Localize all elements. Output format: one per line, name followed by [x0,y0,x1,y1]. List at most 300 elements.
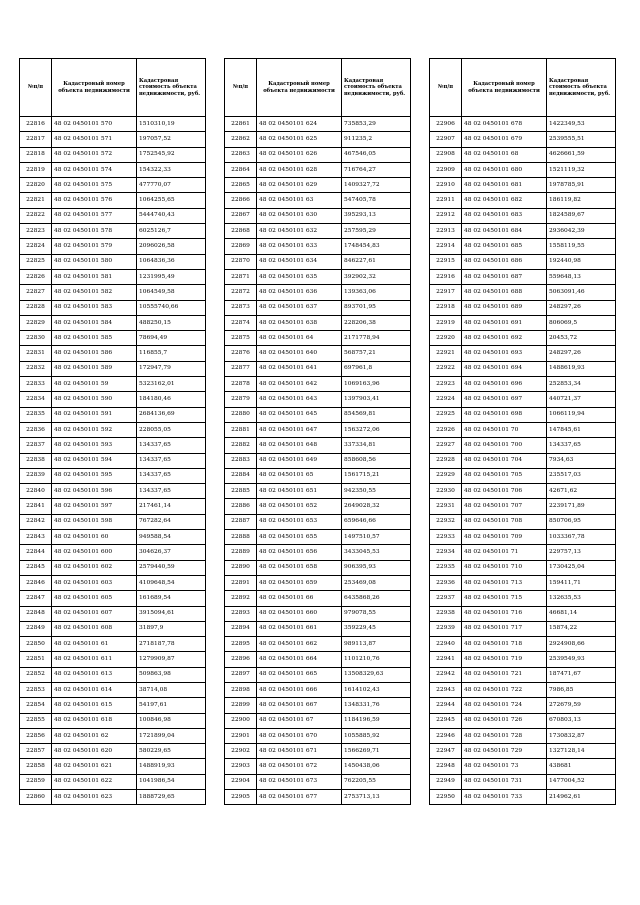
row-number: 22833 [20,377,52,392]
cadastral-number: 48 02 0450101 593 [52,438,137,453]
table-row [225,132,411,147]
row-number: 22868 [225,224,257,239]
row-number: 22919 [430,315,462,330]
cadastral-number: 48 02 0450101 704 [462,453,547,468]
cadastral-number: 48 02 0450101 636 [257,285,342,300]
cadastral-number: 48 02 0450101 691 [462,315,547,330]
row-number: 22834 [20,392,52,407]
table-row [225,117,411,132]
row-number: 22886 [225,499,257,514]
table-row [430,759,616,774]
cadastral-number: 48 02 0450101 596 [52,484,137,499]
table-row [20,499,206,514]
row-number: 22948 [430,759,462,774]
header-cadastral-value: Кадастровая стоимость объекта недвижимости, руб. [547,59,616,117]
cadastral-value: 229757,13 [547,545,616,560]
cadastral-number: 48 02 0450101 685 [462,239,547,254]
table-row [225,346,411,361]
cadastral-number: 48 02 0450101 620 [52,744,137,759]
cadastral-value: 1327128,14 [547,744,616,759]
cadastral-number: 48 02 0450101 689 [462,300,547,315]
table-row [430,606,616,621]
table-row [20,377,206,392]
cadastral-value: 159411,71 [547,575,616,590]
row-number: 22876 [225,346,257,361]
row-number: 22862 [225,132,257,147]
cadastral-number: 48 02 0450101 733 [462,790,547,805]
cadastral-value: 20453,72 [547,331,616,346]
row-number: 22929 [430,468,462,483]
cadastral-value: 488250,15 [137,315,206,330]
row-number: 22890 [225,560,257,575]
row-number: 22838 [20,453,52,468]
table-row [430,468,616,483]
cadastral-value: 1409327,72 [342,178,411,193]
cadastral-value: 134337,65 [137,453,206,468]
table-row [430,239,616,254]
table-row [430,377,616,392]
cadastral-number: 48 02 0450101 731 [462,774,547,789]
table-row [430,254,616,269]
row-number: 22891 [225,575,257,590]
cadastral-value: 670803,13 [547,713,616,728]
row-number: 22855 [20,713,52,728]
cadastral-number: 48 02 0450101 692 [462,331,547,346]
table-row [225,682,411,697]
cadastral-number: 48 02 0450101 628 [257,162,342,177]
row-number: 22872 [225,285,257,300]
row-number: 22824 [20,239,52,254]
cadastral-value: 1558119,55 [547,239,616,254]
table-row [225,407,411,422]
row-number: 22947 [430,744,462,759]
cadastral-number: 48 02 0450101 581 [52,269,137,284]
row-number: 22874 [225,315,257,330]
row-number: 22906 [430,117,462,132]
cadastral-value: 580229,65 [137,744,206,759]
row-number: 22904 [225,774,257,789]
table-row [20,178,206,193]
cadastral-number: 48 02 0450101 608 [52,621,137,636]
cadastral-number: 48 02 0450101 70 [462,422,547,437]
table-row [20,132,206,147]
cadastral-number: 48 02 0450101 589 [52,361,137,376]
table-row [225,499,411,514]
cadastral-number: 48 02 0450101 630 [257,208,342,223]
row-number: 22839 [20,468,52,483]
cadastral-number: 48 02 0450101 656 [257,545,342,560]
row-number: 22894 [225,621,257,636]
table-row [20,331,206,346]
cadastral-number: 48 02 0450101 648 [257,438,342,453]
row-number: 22928 [430,453,462,468]
table-row [20,193,206,208]
row-number: 22898 [225,682,257,697]
cadastral-value: 184180,46 [137,392,206,407]
cadastral-number: 48 02 0450101 624 [257,117,342,132]
cadastral-value: 735853,29 [342,117,411,132]
row-number: 22870 [225,254,257,269]
cadastral-value: 1101210,76 [342,652,411,667]
cadastral-value: 2579440,59 [137,560,206,575]
table-row [20,484,206,499]
cadastral-number: 48 02 0450101 637 [257,300,342,315]
table-row [430,407,616,422]
header-num: №п/п [430,59,462,117]
cadastral-value: 228055,05 [137,422,206,437]
cadastral-number: 48 02 0450101 598 [52,514,137,529]
cadastral-value: 893701,95 [342,300,411,315]
cadastral-number: 48 02 0450101 655 [257,530,342,545]
cadastral-number: 48 02 0450101 574 [52,162,137,177]
row-number: 22884 [225,468,257,483]
table-row [430,285,616,300]
cadastral-value: 942350,55 [342,484,411,499]
table-row [20,468,206,483]
cadastral-number: 48 02 0450101 681 [462,178,547,193]
row-number: 22938 [430,606,462,621]
table-row [430,713,616,728]
cadastral-number: 48 02 0450101 662 [257,637,342,652]
cadastral-table-1 [19,58,206,805]
row-number: 22944 [430,698,462,713]
cadastral-number: 48 02 0450101 726 [462,713,547,728]
table-row [430,637,616,652]
table-row [430,438,616,453]
row-number: 22937 [430,591,462,606]
cadastral-value: 1041986,54 [137,774,206,789]
table-row [430,790,616,805]
row-number: 22885 [225,484,257,499]
table-row [20,407,206,422]
cadastral-number: 48 02 0450101 708 [462,514,547,529]
table-row [20,239,206,254]
table-row [225,468,411,483]
row-number: 22830 [20,331,52,346]
row-number: 22828 [20,300,52,315]
cadastral-number: 48 02 0450101 613 [52,667,137,682]
cadastral-number: 48 02 0450101 679 [462,132,547,147]
cadastral-number: 48 02 0450101 623 [52,790,137,805]
row-number: 22835 [20,407,52,422]
cadastral-number: 48 02 0450101 640 [257,346,342,361]
cadastral-number: 48 02 0450101 579 [52,239,137,254]
table-row [430,652,616,667]
table-row [20,790,206,805]
row-number: 22939 [430,621,462,636]
table-row [20,300,206,315]
cadastral-number: 48 02 0450101 682 [462,193,547,208]
row-number: 22905 [225,790,257,805]
row-number: 22949 [430,774,462,789]
cadastral-table-2 [224,58,411,805]
table-row [225,774,411,789]
cadastral-number: 48 02 0450101 677 [257,790,342,805]
cadastral-number: 48 02 0450101 590 [52,392,137,407]
table-row [225,254,411,269]
cadastral-value: 116855,7 [137,346,206,361]
row-number: 22880 [225,407,257,422]
row-number: 22816 [20,117,52,132]
table-row [20,667,206,682]
cadastral-value: 134337,65 [137,484,206,499]
cadastral-value: 272679,59 [547,698,616,713]
cadastral-number: 48 02 0450101 632 [257,224,342,239]
cadastral-number: 48 02 0450101 658 [257,560,342,575]
cadastral-value: 54197,61 [137,698,206,713]
cadastral-value: 1510310,19 [137,117,206,132]
cadastral-value: 2718187,78 [137,637,206,652]
table-row [20,560,206,575]
table-row [225,331,411,346]
row-number: 22851 [20,652,52,667]
row-number: 22877 [225,361,257,376]
row-number: 22920 [430,331,462,346]
table-row [20,575,206,590]
table-row [430,117,616,132]
cadastral-number: 48 02 0450101 611 [52,652,137,667]
row-number: 22819 [20,162,52,177]
table-row [430,575,616,590]
cadastral-number: 48 02 0450101 638 [257,315,342,330]
table-row [20,545,206,560]
cadastral-number: 48 02 0450101 698 [462,407,547,422]
table-row [20,728,206,743]
cadastral-value: 949588,54 [137,530,206,545]
row-number: 22936 [430,575,462,590]
cadastral-value: 1566269,71 [342,744,411,759]
row-number: 22943 [430,682,462,697]
row-number: 22932 [430,514,462,529]
table-row [20,392,206,407]
cadastral-number: 48 02 0450101 693 [462,346,547,361]
cadastral-number: 48 02 0450101 64 [257,331,342,346]
row-number: 22850 [20,637,52,652]
table-row [430,346,616,361]
table-row [20,117,206,132]
row-number: 22821 [20,193,52,208]
table-row [225,147,411,162]
cadastral-number: 48 02 0450101 688 [462,285,547,300]
cadastral-number: 48 02 0450101 661 [257,621,342,636]
table-row [225,514,411,529]
cadastral-number: 48 02 0450101 710 [462,560,547,575]
table-row [20,713,206,728]
cadastral-number: 48 02 0450101 625 [257,132,342,147]
row-number: 22913 [430,224,462,239]
cadastral-value: 1055885,92 [342,728,411,743]
cadastral-value: 5323162,01 [137,377,206,392]
cadastral-table-3 [429,58,616,805]
table-row [20,438,206,453]
cadastral-number: 48 02 0450101 60 [52,530,137,545]
row-number: 22922 [430,361,462,376]
row-number: 22873 [225,300,257,315]
row-number: 22899 [225,698,257,713]
table-row [225,728,411,743]
cadastral-value: 31897,9 [137,621,206,636]
row-number: 22829 [20,315,52,330]
row-number: 22925 [430,407,462,422]
cadastral-value: 2239171,89 [547,499,616,514]
cadastral-value: 1069163,96 [342,377,411,392]
cadastral-number: 48 02 0450101 724 [462,698,547,713]
cadastral-value: 659646,66 [342,514,411,529]
cadastral-number: 48 02 0450101 728 [462,728,547,743]
cadastral-number: 48 02 0450101 707 [462,499,547,514]
cadastral-value: 559648,13 [547,269,616,284]
row-number: 22871 [225,269,257,284]
row-number: 22843 [20,530,52,545]
cadastral-number: 48 02 0450101 607 [52,606,137,621]
cadastral-number: 48 02 0450101 585 [52,331,137,346]
table-row [20,759,206,774]
cadastral-value: 147845,61 [547,422,616,437]
cadastral-number: 48 02 0450101 664 [257,652,342,667]
table-row [430,147,616,162]
cadastral-number: 48 02 0450101 673 [257,774,342,789]
cadastral-value: 197057,52 [137,132,206,147]
cadastral-number: 48 02 0450101 696 [462,377,547,392]
cadastral-value: 2753713,13 [342,790,411,805]
cadastral-value: 13508329,63 [342,667,411,682]
table-header-row [225,59,411,117]
cadastral-number: 48 02 0450101 622 [52,774,137,789]
table-row [225,637,411,652]
cadastral-value: 846227,61 [342,254,411,269]
row-number: 22836 [20,422,52,437]
cadastral-value: 161689,54 [137,591,206,606]
row-number: 22858 [20,759,52,774]
cadastral-value: 2171778,94 [342,331,411,346]
cadastral-value: 38714,08 [137,682,206,697]
cadastral-number: 48 02 0450101 647 [257,422,342,437]
cadastral-number: 48 02 0450101 665 [257,667,342,682]
cadastral-value: 4626661,59 [547,147,616,162]
table-row [20,591,206,606]
table-row [225,575,411,590]
cadastral-value: 46681,14 [547,606,616,621]
table-row [20,637,206,652]
table-header-row [430,59,616,117]
row-number: 22945 [430,713,462,728]
table-row [225,606,411,621]
cadastral-number: 48 02 0450101 66 [257,591,342,606]
cadastral-number: 48 02 0450101 71 [462,545,547,560]
cadastral-value: 438681 [547,759,616,774]
table-row [20,621,206,636]
table-row [430,530,616,545]
cadastral-value: 1064836,36 [137,254,206,269]
cadastral-value: 1184196,59 [342,713,411,728]
cadastral-value: 1824589,67 [547,208,616,223]
row-number: 22823 [20,224,52,239]
cadastral-value: 1888729,65 [137,790,206,805]
cadastral-value: 2649028,32 [342,499,411,514]
row-number: 22893 [225,606,257,621]
row-number: 22914 [430,239,462,254]
row-number: 22907 [430,132,462,147]
cadastral-value: 248297,26 [547,346,616,361]
row-number: 22883 [225,453,257,468]
table-row [225,438,411,453]
cadastral-number: 48 02 0450101 614 [52,682,137,697]
cadastral-number: 48 02 0450101 680 [462,162,547,177]
cadastral-number: 48 02 0450101 678 [462,117,547,132]
cadastral-number: 48 02 0450101 621 [52,759,137,774]
row-number: 22817 [20,132,52,147]
table-row [225,178,411,193]
row-number: 22844 [20,545,52,560]
cadastral-value: 440721,37 [547,392,616,407]
cadastral-value: 1488919,93 [137,759,206,774]
cadastral-number: 48 02 0450101 597 [52,499,137,514]
cadastral-value: 253469,08 [342,575,411,590]
table-row [20,315,206,330]
table-row [430,132,616,147]
row-number: 22923 [430,377,462,392]
cadastral-value: 15874,22 [547,621,616,636]
cadastral-value: 2096026,58 [137,239,206,254]
table-row [430,499,616,514]
cadastral-number: 48 02 0450101 700 [462,438,547,453]
cadastral-value: 1064549,58 [137,285,206,300]
header-cadastral-number: Кадастровый номер объекта недвижимости [462,59,547,117]
table-row [20,606,206,621]
table-row [225,652,411,667]
table-row [225,377,411,392]
table-row [225,285,411,300]
cadastral-value: 2684136,69 [137,407,206,422]
table-row [225,208,411,223]
row-number: 22930 [430,484,462,499]
cadastral-value: 906395,93 [342,560,411,575]
row-number: 22935 [430,560,462,575]
cadastral-value: 989113,87 [342,637,411,652]
cadastral-number: 48 02 0450101 706 [462,484,547,499]
cadastral-number: 48 02 0450101 591 [52,407,137,422]
cadastral-value: 7986,85 [547,682,616,697]
table-row [225,162,411,177]
table-row [430,667,616,682]
cadastral-value: 1488619,93 [547,361,616,376]
table-row [430,392,616,407]
row-number: 22865 [225,178,257,193]
cadastral-value: 5063091,46 [547,285,616,300]
cadastral-number: 48 02 0450101 684 [462,224,547,239]
cadastral-number: 48 02 0450101 618 [52,713,137,728]
row-number: 22909 [430,162,462,177]
cadastral-value: 132635,53 [547,591,616,606]
header-num: №п/п [225,59,257,117]
row-number: 22845 [20,560,52,575]
row-number: 22889 [225,545,257,560]
row-number: 22895 [225,637,257,652]
row-number: 22940 [430,637,462,652]
cadastral-number: 48 02 0450101 633 [257,239,342,254]
cadastral-number: 48 02 0450101 718 [462,637,547,652]
row-number: 22901 [225,728,257,743]
cadastral-number: 48 02 0450101 578 [52,224,137,239]
row-number: 22942 [430,667,462,682]
cadastral-value: 716764,27 [342,162,411,177]
cadastral-number: 48 02 0450101 717 [462,621,547,636]
table-row [20,698,206,713]
header-cadastral-number: Кадастровый номер объекта недвижимости [257,59,342,117]
cadastral-number: 48 02 0450101 642 [257,377,342,392]
cadastral-number: 48 02 0450101 716 [462,606,547,621]
table-row [20,744,206,759]
